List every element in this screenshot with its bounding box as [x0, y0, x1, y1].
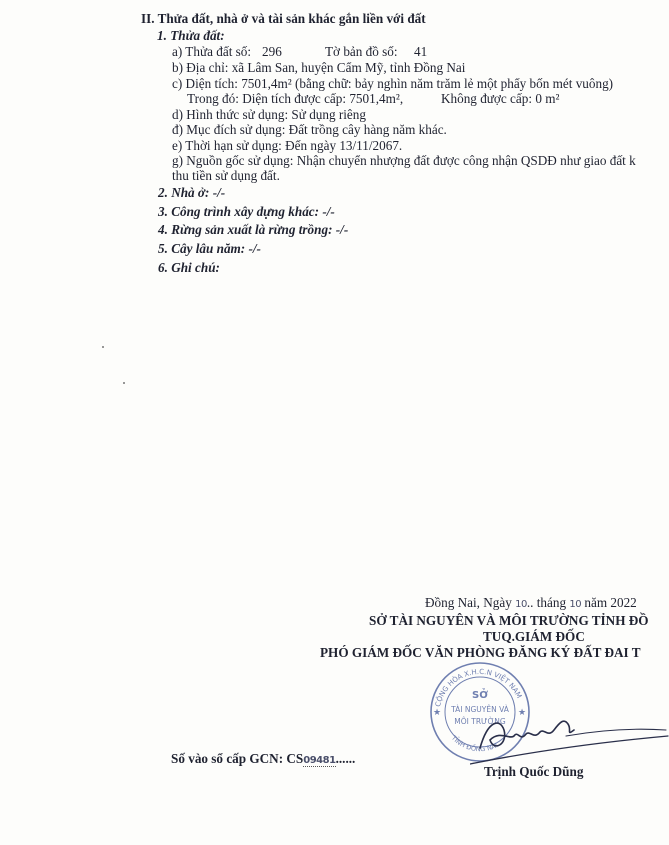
- seal-bottom-text: TỈNH ĐỒNG NAI: [449, 734, 500, 754]
- seal-center-2: TÀI NGUYÊN VÀ: [451, 705, 509, 714]
- parcel-address: b) Địa chỉ: xã Lâm San, huyện Cẩm Mỹ, tỉnh Đồng Nai: [172, 60, 466, 75]
- construction-item: 3. Công trình xây dựng khác: -/-: [158, 204, 335, 219]
- perennial-item: 5. Cây lâu năm: -/-: [158, 241, 261, 256]
- place-date: Đồng Nai, Ngày 10.. tháng 10 năm 2022: [425, 595, 637, 610]
- scan-speck: [102, 346, 104, 348]
- month-handwritten: 10: [569, 599, 582, 610]
- parcel-number-label: a) Thửa đất số:: [172, 44, 252, 59]
- svg-text:★: ★: [433, 708, 442, 718]
- house-item: 2. Nhà ở: -/-: [158, 185, 226, 200]
- notes-item: 6. Ghi chú:: [158, 260, 220, 275]
- issuing-org: SỞ TÀI NGUYÊN VÀ MÔI TRƯỜNG TỈNH ĐỒ: [369, 613, 649, 628]
- year: năm 2022: [584, 595, 637, 610]
- use-origin: g) Nguồn gốc sử dụng: Nhận chuyển nhượng đất được công nhận QSDĐ như giao đất k: [172, 153, 636, 168]
- use-origin-cont: thu tiền sử dụng đất.: [172, 168, 280, 183]
- seal-ring-text: CỘNG HÒA X.H.C.N VIỆT NAM: [433, 667, 524, 708]
- seal-center-1: SỞ: [472, 690, 488, 701]
- scan-speck: [123, 382, 125, 384]
- section-title: II. Thửa đất, nhà ở và tài sản khác gắn liền với đất: [141, 11, 426, 26]
- svg-text:★: ★: [518, 708, 527, 718]
- parcel-heading: 1. Thửa đất:: [157, 28, 225, 43]
- use-term: e) Thời hạn sử dụng: Đến ngày 13/11/2067.: [172, 138, 403, 153]
- area-not-granted: Không được cấp: 0 m²: [441, 91, 560, 106]
- registry-label: Số vào sổ cấp GCN: CS: [171, 751, 304, 766]
- use-purpose: đ) Mục đích sử dụng: Đất trồng cây hàng năm khác.: [172, 122, 447, 137]
- place-date-prefix: Đồng Nai, Ngày: [425, 595, 512, 610]
- registry-handwritten: 09481: [303, 755, 336, 766]
- registry-trail: ......: [335, 751, 356, 766]
- authority-role: TUQ.GIÁM ĐỐC: [483, 629, 585, 644]
- handwritten-signature: [470, 700, 669, 770]
- map-sheet-label: Tờ bản đồ số:: [325, 44, 398, 59]
- month-word: tháng: [536, 595, 567, 610]
- forest-item: 4. Rừng sản xuất là rừng trồng: -/-: [158, 222, 349, 237]
- seal-center-3: MÔI TRƯỜNG: [454, 717, 506, 726]
- day-handwritten: 10: [515, 599, 527, 610]
- parcel-number-value: 296: [262, 44, 282, 59]
- registry-number: [171, 750, 355, 769]
- map-sheet-value: 41: [414, 44, 428, 59]
- signer-title: PHÓ GIÁM ĐỐC VĂN PHÒNG ĐĂNG KÝ ĐẤT ĐAI T: [320, 645, 641, 660]
- parcel-area: c) Diện tích: 7501,4m² (bằng chữ: bảy nghìn năm trăm lẻ một phẩy bốn mét vuông): [172, 76, 614, 91]
- use-form: d) Hình thức sử dụng: Sử dụng riêng: [172, 107, 366, 122]
- signer-name: Trịnh Quốc Dũng: [484, 764, 584, 779]
- area-granted: Trong đó: Diện tích được cấp: 7501,4m²,: [187, 91, 404, 106]
